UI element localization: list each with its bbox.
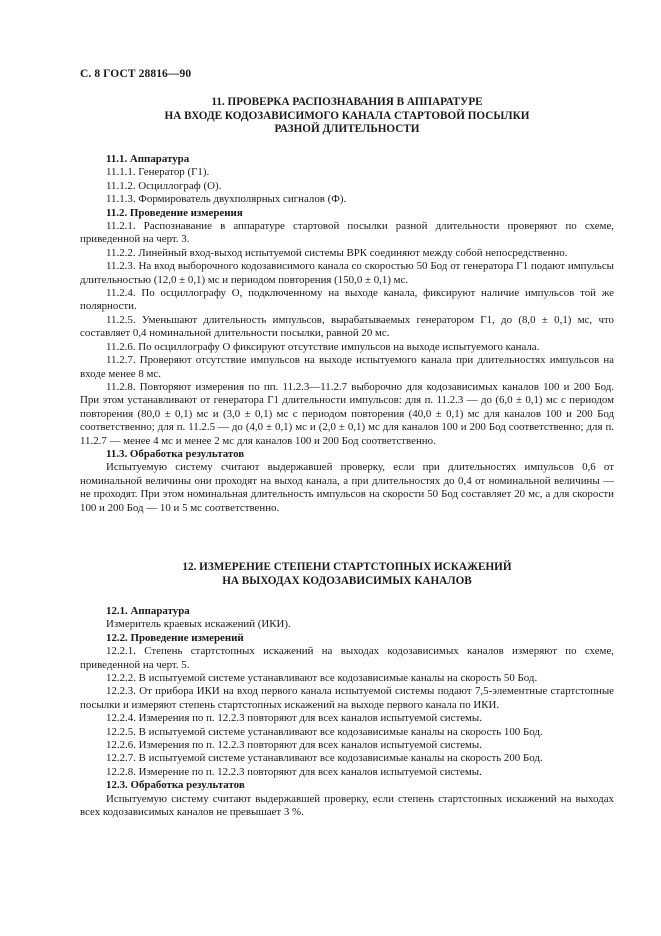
paragraph: 11.2.6. По осциллографу О фиксируют отсутствие импульсов на выходе испытуемого канала. — [106, 340, 540, 353]
paragraph: 11.2.3. На вход выборочного кодозависимого канала со скоростью 50 Бод от генератора Г1 подают импульсы длительностью (12,0 ± 0,1) мс и периодом повторения (150,0 ± 0,1) мс. — [80, 260, 614, 286]
paragraph: 11.2.5. Уменьшают длительность импульсов, вырабатываемых генератором Г1, до (8,0 ± 0,1) мс, что составляет 0,4 номинальной длительности посылки, равной 20 мс. — [80, 313, 614, 340]
paragraph: 11.2.1. Распознавание в аппаратуре стартовой посылки разной длительности проверяют по схеме, приведенной на черт. 3. — [80, 220, 614, 246]
paragraph: 12.2.6. Измерения по п. 12.2.3 повторяют для всех каналов испытуемой системы. — [106, 739, 482, 752]
paragraph: 12.2.8. Измерение по п. 12.2.3 повторяют для всех каналов испытуемой системы. — [106, 765, 482, 778]
subsection-heading: 12.3. Обработка результатов — [106, 779, 245, 792]
paragraph: 11.2.4. По осциллографу О, подключенному на выходе канала, фиксируют наличие импульсов той же полярности. — [80, 287, 614, 313]
paragraph: 12.2.3. От прибора ИКИ на вход первого канала испытуемой системы подают 7,5-элементные стартстопные посылки и измеряют степень стартстопных искажений на выходе первого канала по ИКИ. — [80, 685, 614, 711]
paragraph: 11.1.3. Формирователь двухполярных сигналов (Ф). — [106, 193, 347, 206]
paragraph: 12.2.1. Степень стартстопных искажений на выходах кодозависимых каналов измеряют по схеме, приведенной на черт. 5. — [80, 645, 614, 671]
paragraph: 11.2.7. Проверяют отсутствие импульсов на выходе испытуемого канала при длительностях импульсов на входе менее 8 мс. — [80, 354, 614, 380]
subsection-heading: 11.1. Аппаратура — [106, 153, 190, 165]
paragraph: 12.2.4. Измерения по п. 12.2.3 повторяют для всех каналов испытуемой системы. — [106, 712, 482, 725]
section-12-title-line: 12. ИЗМЕРЕНИЕ СТЕПЕНИ СТАРТСТОПНЫХ ИСКАЖЕНИЙ — [182, 561, 512, 573]
page-header: С. 8 ГОСТ 28816—90 — [80, 68, 192, 80]
paragraph: 11.2.2. Линейный вход-выход испытуемой системы ВРК соединяют между собой непосредственно. — [106, 246, 568, 259]
paragraph: 11.2.8. Повторяют измерения по пп. 11.2.3—11.2.7 выборочно для кодозависимых каналов 100 и 200 Бод. При этом устанавливают от генератора Г1 длительности импульсов: для п. 11.2.3 — до (6,0 ± 0,1) мс с периодом повторения (80,0 ± 0,1) мс и (3,0 ± 0,1) мс с периодом повторения (40,0 ± 0,1) мс для каналов 100 и 200 Бод соответственно; для п. 11.2.5 — до (4,0 ± 0,1) мс и (2,0 ± 0,1) мс для каналов 100 и 200 Бод соответственно; для п. 11.2.7 — менее 4 мс и менее 2 мс для каналов 100 и 200 Бод соответственно. — [80, 380, 614, 447]
paragraph: Испытуемую систему считают выдержавшей проверку, если при длительностях импульсов 0,6 от номинальной величины они проходят на выход канала, а при длительностях до 0,4 от номинальной величины — не проходят. При этом номинальная длительность импульсов на скорости 50 Бод составляет 20 мс, а для скорости 100 и 200 Бод — 10 и 5 мс соответственно. — [80, 461, 614, 514]
paragraph: 11.1.1. Генератор (Г1). — [106, 166, 210, 179]
section-12-body — [80, 605, 614, 820]
subsection-heading: 11.2. Проведение измерения — [106, 206, 243, 219]
section-12-title — [80, 561, 614, 588]
paragraph: 12.2.5. В испытуемой системе устанавливают все кодозависимые каналы на скорость 100 Бод. — [106, 725, 543, 738]
section-11-title-line: НА ВХОДЕ КОДОЗАВИСИМОГО КАНАЛА СТАРТОВОЙ ПОСЫЛКИ — [164, 109, 530, 122]
paragraph: 12.2.2. В испытуемой системе устанавливают все кодозависимые каналы на скорость 50 Бод. — [106, 672, 538, 685]
section-11-title-line: 11. ПРОВЕРКА РАСПОЗНАВАНИЯ В АППАРАТУРЕ — [211, 96, 483, 108]
section-11-body — [80, 153, 614, 515]
subsection-heading: 11.3. Обработка результатов — [106, 447, 245, 460]
section-11-title-line: РАЗНОЙ ДЛИТЕЛЬНОСТИ — [274, 123, 420, 136]
paragraph: 11.1.2. Осциллограф (О). — [106, 179, 222, 192]
paragraph: 12.2.7. В испытуемой системе устанавливают все кодозависимые каналы на скорость 200 Бод. — [106, 752, 543, 765]
subsection-heading: 12.2. Проведение измерений — [106, 631, 244, 644]
section-11-title — [80, 96, 614, 137]
subsection-heading: 12.1. Аппаратура — [106, 605, 190, 617]
section-12-title-line: НА ВЫХОДАХ КОДОЗАВИСИМЫХ КАНАЛОВ — [222, 574, 472, 587]
paragraph: Измеритель краевых искажений (ИКИ). — [106, 618, 291, 631]
paragraph: Испытуемую систему считают выдержавшей проверку, если степень стартстопных искажений на выходах всех кодозависимых каналов не превышает 3 %. — [80, 792, 614, 819]
